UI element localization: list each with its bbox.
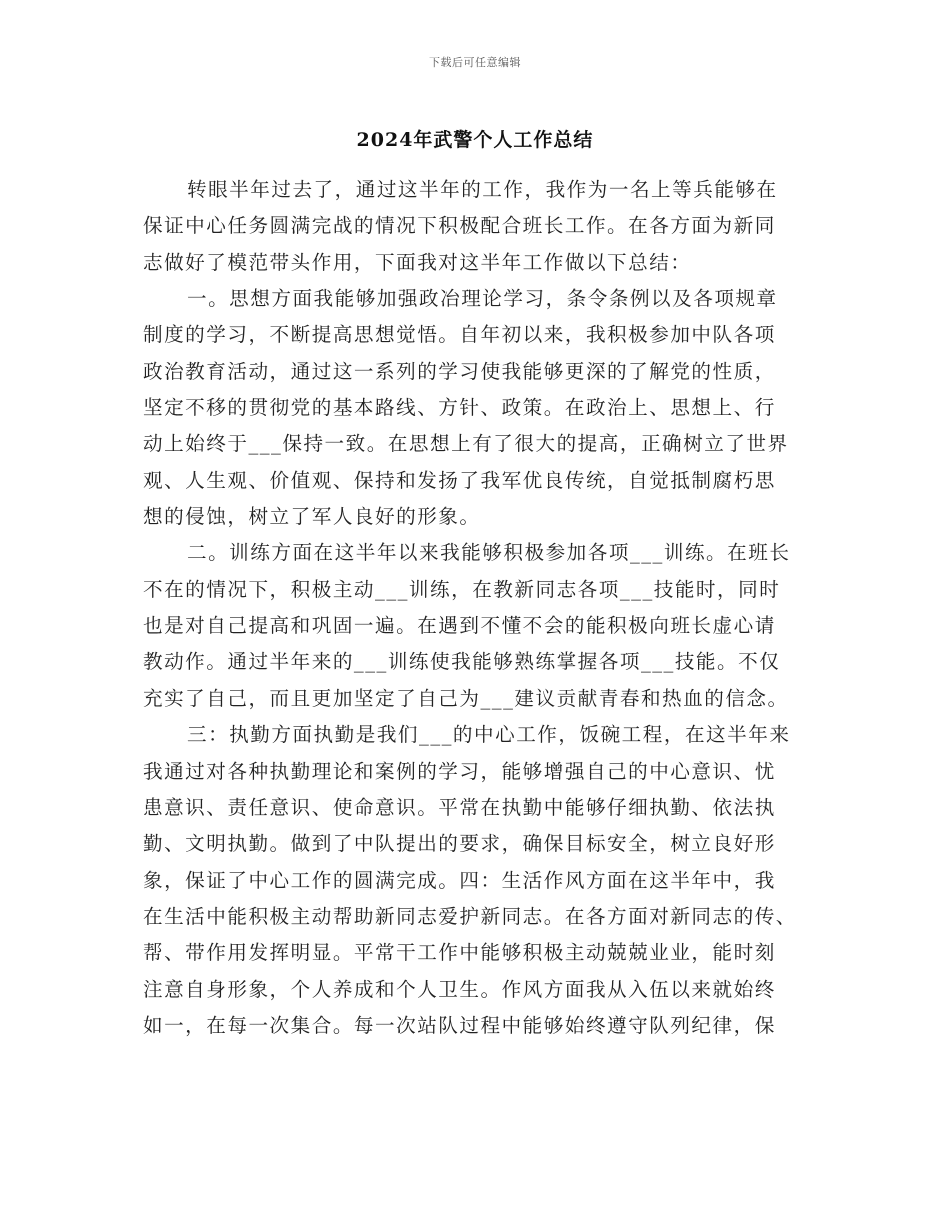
text-line: 在生活中能积极主动帮助新同志爱护新同志。在各方面对新同志的传、 xyxy=(143,904,797,928)
text-line: 二。训练方面在这半年以来我能够积极参加各项___训练。在班长 xyxy=(187,541,791,565)
text-line: 我通过对各种执勤理论和案例的学习，能够增强自己的中心意识、忧 xyxy=(143,759,776,783)
text-line: 转眼半年过去了，通过这半年的工作，我作为一名上等兵能够在 xyxy=(187,178,778,201)
text-line: 制度的学习，不断提高思想觉悟。自年初以来，我积极参加中队各项 xyxy=(143,323,776,347)
text-line: 一。思想方面我能够加强政冶理论学习，条令条例以及各项规章 xyxy=(187,287,778,311)
text-line: 充实了自己，而且更加坚定了自己为___建议贡献青春和热血的信念。 xyxy=(143,686,789,710)
text-line: 观、人生观、价值观、保持和发扬了我军优良传统，自觉抵制腐朽思 xyxy=(143,468,776,492)
text-line: 保证中心任务圆满完战的情况下积极配合班长工作。在各方面为新同 xyxy=(143,214,776,238)
text-line: 坚定不移的贯彻党的基本路线、方针、政策。在政治上、思想上、行 xyxy=(143,396,776,420)
text-line: 患意识、责任意识、使命意识。平常在执勤中能够仔细执勤、依法执 xyxy=(143,795,776,819)
text-line: 勤、文明执勤。做到了中队提出的要求，确保目标安全，树立良好形 xyxy=(143,832,776,856)
text-line: 如一，在每一次集合。每一次站队过程中能够始终遵守队列纪律，保 xyxy=(143,1013,776,1037)
text-line: 也是对自己提高和巩固一遍。在遇到不懂不会的能积极向班长虚心请 xyxy=(143,614,776,638)
text-line: 不在的情况下，积极主动___训练，在教新同志各项___技能时，同时 xyxy=(143,577,781,601)
text-line: 想的侵蚀，树立了军人良好的形象。 xyxy=(143,505,481,529)
text-line: 教动作。通过半年来的___训练使我能够熟练掌握各项___技能。不仅 xyxy=(143,650,781,674)
document-title: 2024年武警个人工作总结 xyxy=(356,129,594,151)
text-line: 志做好了模范带头作用，下面我对这半年工作做以下总结： xyxy=(143,250,692,274)
document-body xyxy=(143,172,833,1044)
text-line: 注意自身形象，个人养成和个人卫生。作风方面我从入伍以来就始终 xyxy=(143,977,776,1001)
text-line: 政治教育活动，通过这一系列的学习使我能够更深的了解党的性质， xyxy=(143,359,776,383)
text-line: 象，保证了中心工作的圆满完成。四：生活作风方面在这半年中，我 xyxy=(143,868,776,892)
text-line: 三：执勤方面执勤是我们___的中心工作，饭碗工程，在这半年来 xyxy=(187,723,791,747)
text-line: 帮、带作用发挥明显。平常干工作中能够积极主动兢兢业业，能时刻 xyxy=(143,941,776,965)
header-note: 下载后可任意编辑 xyxy=(429,56,521,69)
text-line: 动上始终于___保持一致。在思想上有了很大的提高，正确树立了世界 xyxy=(143,432,789,456)
